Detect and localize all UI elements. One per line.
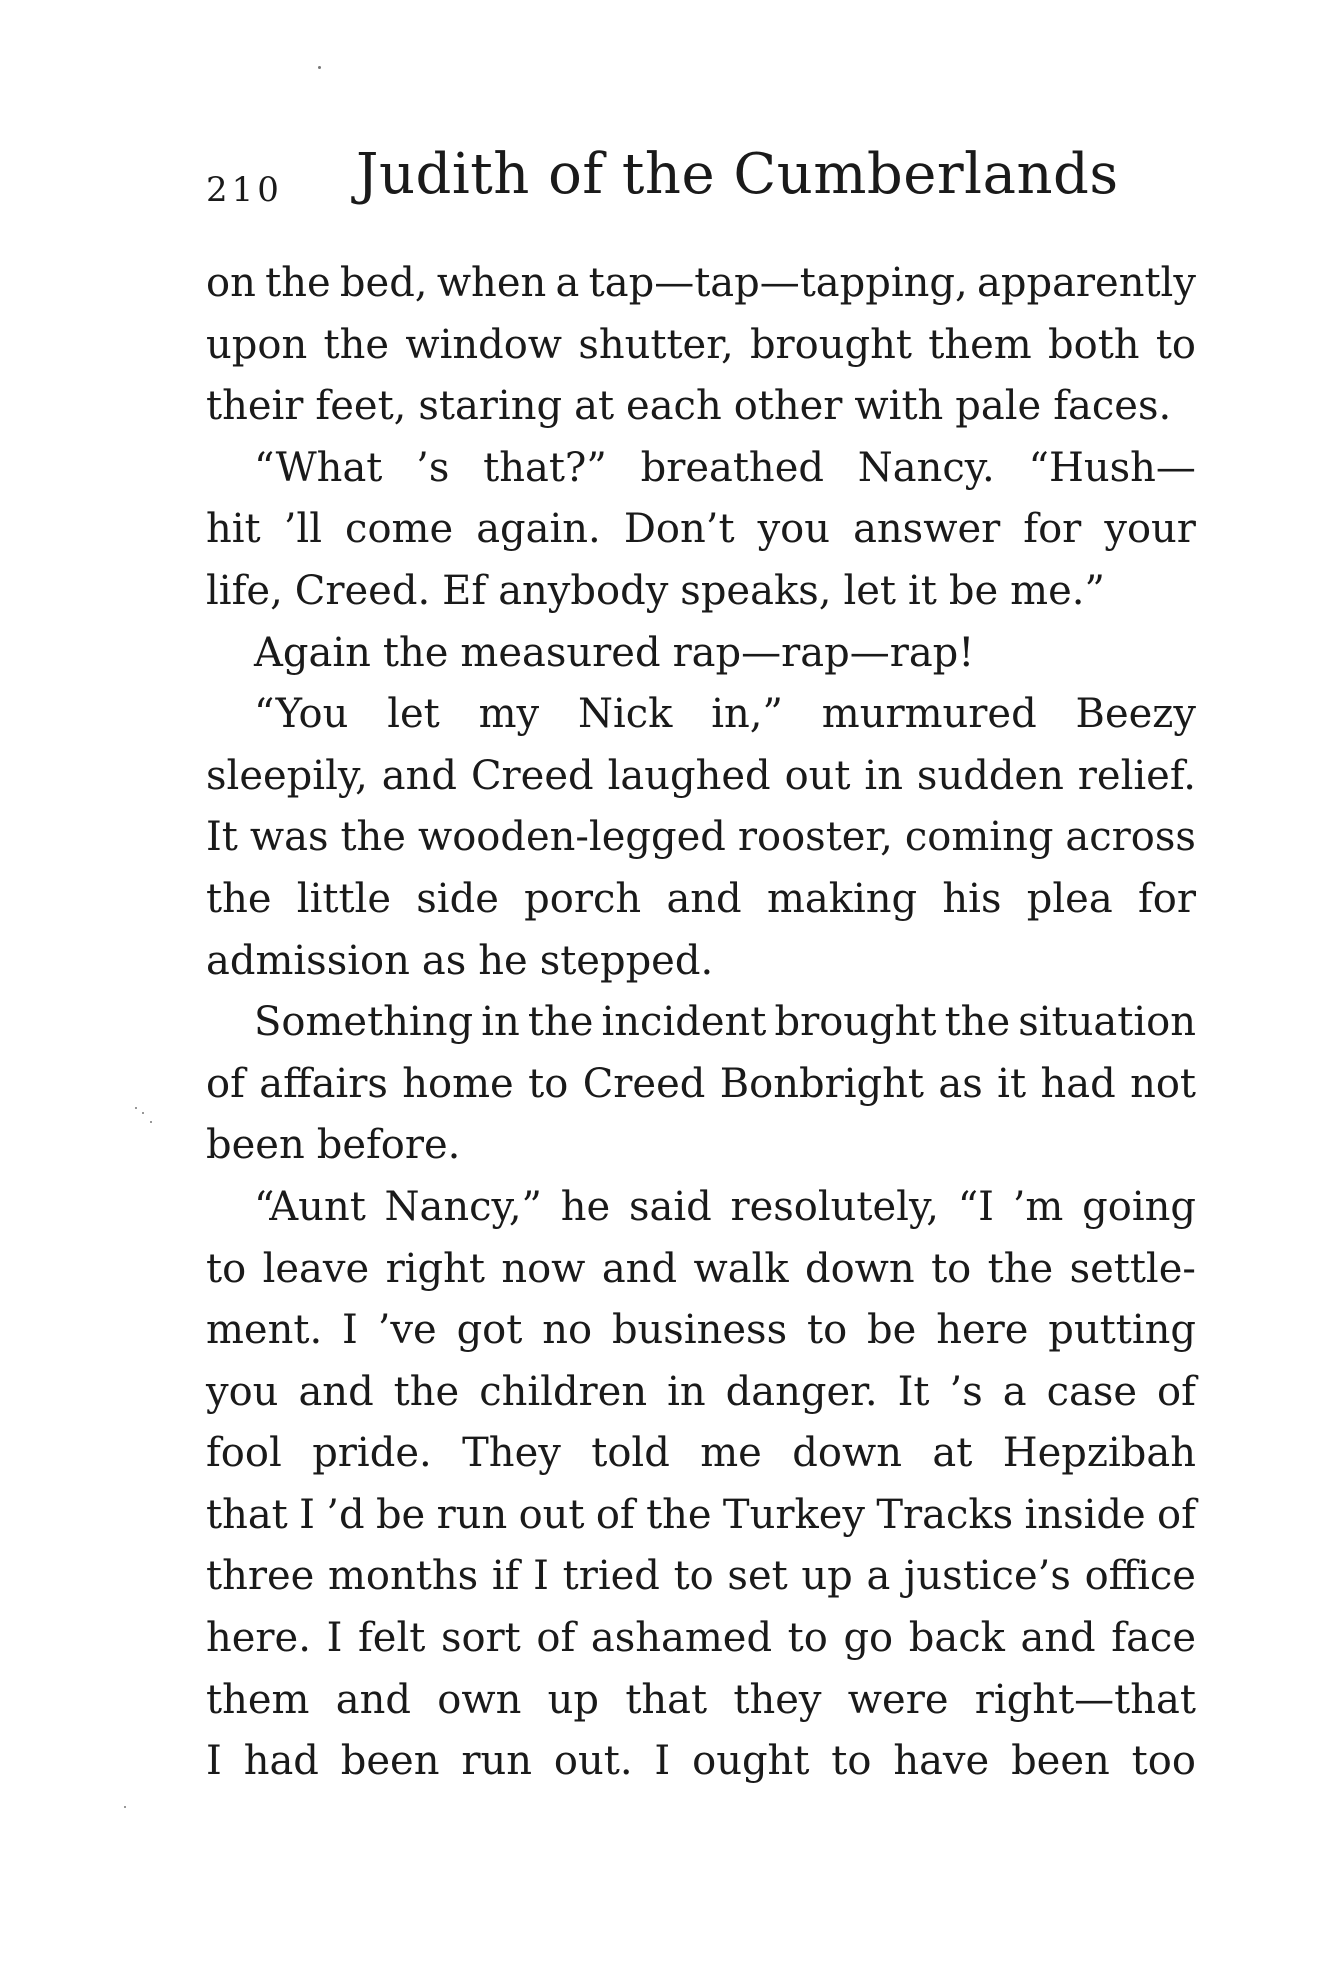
text-line: I had been run out. I ought to have been too bbox=[206, 1738, 1196, 1785]
running-title: Judith of the Cumberlands bbox=[356, 142, 1119, 207]
text-line: to leave right now and walk down to the settle- bbox=[206, 1245, 1196, 1292]
paper-speck bbox=[318, 66, 321, 69]
text-line: hit ’ll come again. Don’t you answer for your bbox=[206, 506, 1196, 553]
text-line: life, Creed. Ef anybody speaks, let it be me.” bbox=[206, 567, 1105, 614]
page-number: 210 bbox=[206, 170, 283, 210]
paper-speck bbox=[150, 1121, 152, 1123]
page-header bbox=[206, 142, 1196, 222]
text-line: on the bed, when a tap—tap—tapping, apparently bbox=[206, 260, 1196, 306]
paper-speck bbox=[124, 1806, 126, 1808]
text-line: the little side porch and making his plea for bbox=[206, 875, 1196, 922]
text-line: admission as he stepped. bbox=[206, 937, 714, 984]
text-line: “Aunt Nancy,” he said resolutely, “I ’m going bbox=[254, 1183, 1196, 1230]
paper-speck bbox=[142, 1112, 144, 1114]
text-line: “What ’s that?” breathed Nancy. “Hush— bbox=[254, 444, 1196, 491]
text-line: been before. bbox=[206, 1122, 461, 1169]
text-line: their feet, staring at each other with pale faces. bbox=[206, 383, 1172, 430]
text-line: upon the window shutter, brought them both to bbox=[206, 321, 1196, 368]
text-line: “You let my Nick in,” murmured Beezy bbox=[254, 691, 1196, 738]
text-line: of affairs home to Creed Bonbright as it had not bbox=[206, 1060, 1196, 1107]
text-line: sleepily, and Creed laughed out in sudden relief. bbox=[206, 752, 1196, 799]
text-line: that I ’d be run out of the Turkey Tracks inside of bbox=[206, 1491, 1196, 1538]
text-line: you and the children in danger. It ’s a case of bbox=[206, 1368, 1196, 1415]
text-line: It was the wooden-legged rooster, coming across bbox=[206, 814, 1196, 861]
body-text bbox=[206, 253, 1196, 1793]
paper-speck bbox=[135, 1107, 137, 1109]
text-line: three months if I tried to set up a justice’s office bbox=[206, 1553, 1196, 1600]
text-line: Again the measured rap—rap—rap! bbox=[254, 629, 975, 676]
text-line: Something in the incident brought the situation bbox=[254, 999, 1196, 1046]
text-line: here. I felt sort of ashamed to go back and face bbox=[206, 1615, 1196, 1662]
text-line: fool pride. They told me down at Hepzibah bbox=[206, 1430, 1196, 1477]
text-line: them and own up that they were right—that bbox=[206, 1676, 1196, 1723]
text-line: ment. I ’ve got no business to be here putting bbox=[206, 1307, 1196, 1354]
